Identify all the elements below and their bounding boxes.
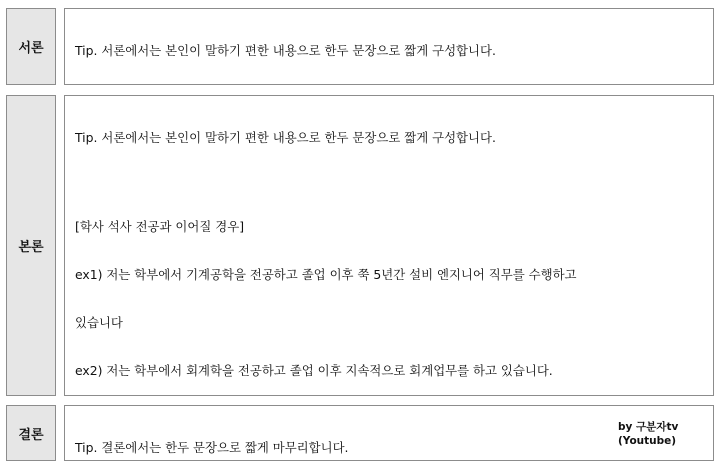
body-major-ex1: ex1) 저는 학부에서 기계공학을 전공하고 졸업 이후 쭉 5년간 설비 엔지니어 직무를 수행하고 xyxy=(75,267,577,282)
intro-tip: Tip. 서론에서는 본인이 말하기 편한 내용으로 한두 문장으로 짧게 구성합니다. xyxy=(75,43,496,58)
body-major-ex2: ex2) 저는 학부에서 회계학을 전공하고 졸업 이후 지속적으로 회계업무를 하고 있습니다. xyxy=(75,363,553,378)
section-label-body: 본론 xyxy=(6,95,56,396)
section-content-conclusion xyxy=(64,405,714,461)
blank-line xyxy=(75,178,713,187)
body-heading-major: [학사 석사 전공과 이어질 경우] xyxy=(75,219,245,234)
body-major-ex1-cont: 있습니다 xyxy=(75,315,123,330)
section-content-intro xyxy=(64,8,714,85)
section-content-body xyxy=(64,95,714,396)
section-label-conclusion: 결론 xyxy=(6,405,56,461)
section-label-intro: 서론 xyxy=(6,8,56,85)
credit-line-2: (Youtube) xyxy=(618,435,677,447)
credit xyxy=(618,420,678,448)
credit-line-1: by 구분자tv xyxy=(618,421,679,433)
body-tip: Tip. 서론에서는 본인이 말하기 편한 내용으로 한두 문장으로 짧게 구성합니다. xyxy=(75,130,496,145)
conclusion-tip: Tip. 결론에서는 한두 문장으로 짧게 마무리합니다. xyxy=(75,440,349,455)
